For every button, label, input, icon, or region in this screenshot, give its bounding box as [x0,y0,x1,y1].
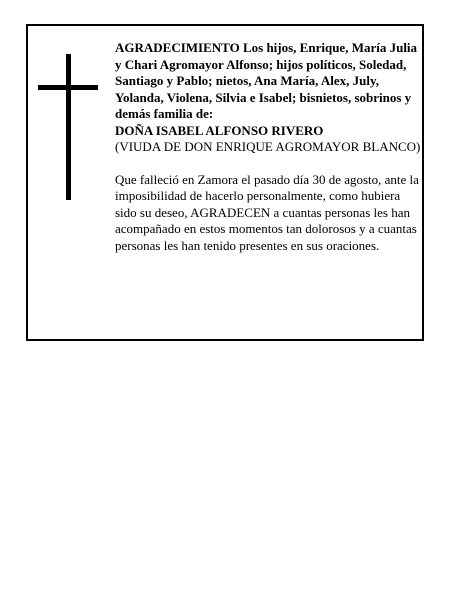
acknowledgement-intro: AGRADECIMIENTO Los hijos, Enrique, María Julia y Chari Agromayor Alfonso; hijos políticos, Soledad, Santiago y Pablo; nietos, Ana María, Alex, July, Yolanda, Violena, Silvia e Isabel; bisnietos, sobrinos y demás familia de: [115,40,418,121]
cross-icon [38,54,98,200]
deceased-name: DOÑA ISABEL ALFONSO RIVERO [115,122,324,138]
thanks-message: Que falleció en Zamora el pasado día 30 de agosto, ante la imposibilidad de hacerlo personalmente, como hubiera sido su deseo, AGRADECEN a cuantas personas les han acompañado en estos momentos tan dolorosos y a cuantas personas les han tenido presentes en sus oraciones. [115,171,419,253]
notice-text [115,40,421,254]
widow-of-line: (VIUDA DE DON ENRIQUE AGROMAYOR BLANCO) [115,139,421,154]
obituary-notice [26,24,424,341]
cross-vertical-bar [66,54,71,200]
cross-horizontal-bar [38,85,98,90]
